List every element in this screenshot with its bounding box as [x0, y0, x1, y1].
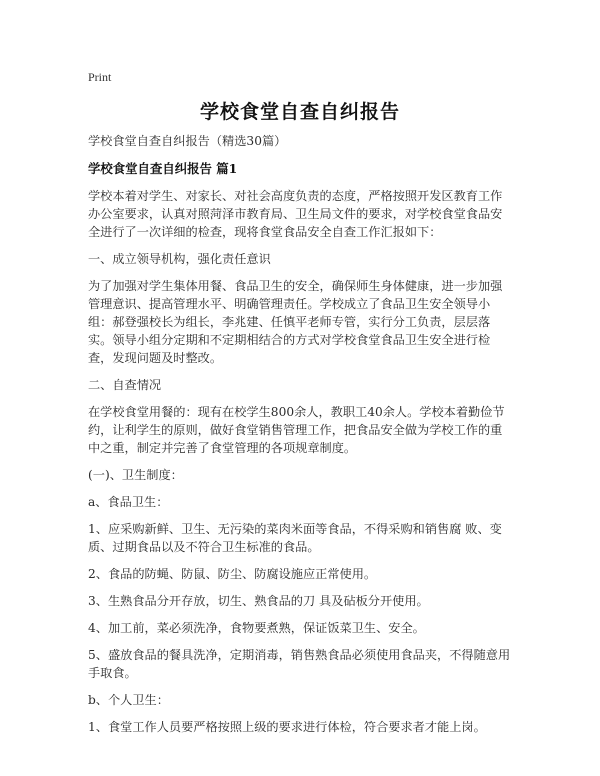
paragraph: 一、成立领导机构，强化责任意识	[88, 252, 271, 266]
print-link[interactable]: Print	[88, 70, 112, 84]
paragraph: (一)、卫生制度：	[88, 468, 183, 482]
paragraph: 1、食堂工作人员要严格按照上级的要求进行体检，符合要求者才能上岗。	[88, 720, 486, 734]
document-body	[88, 132, 512, 745]
paragraph: 学校本着对学生、对家长、对社会高度负责的态度，严格按照开发区教育工作办公室要求，认真对照菏泽市教育局、卫生局文件的要求，对学校食堂食品安全进行了一次详细的检查，现将食堂食品安全自查工作汇报如下：	[88, 189, 503, 239]
paragraph: 二、自查情况	[88, 378, 162, 392]
paragraph: 1、应采购新鲜、卫生、无污染的菜肉米面等食品，不得采购和销售腐 败、变质、过期食品以及不符合卫生标准的食品。	[88, 522, 502, 554]
document-title: 学校食堂自查自纠报告	[199, 101, 400, 123]
paragraph: 4、加工前，菜必须洗净，食物要煮熟，保证饭菜卫生、安全。	[88, 621, 425, 635]
paragraph: 3、生熟食品分开存放，切生、熟食品的刀 具及砧板分开使用。	[88, 594, 429, 608]
paragraph: a、食品卫生：	[88, 495, 169, 509]
paragraph: b、个人卫生：	[88, 693, 169, 707]
paragraph: 在学校食堂用餐的：现有在校学生800余人，教职工40余人。学校本着勤俭节约，让利学生的原则，做好食堂销售管理工作，把食品安全做为学校工作的重中之重，制定并完善了食堂管理的各项规章制度。	[88, 405, 505, 455]
paragraph: 2、食品的防蝇、防鼠、防尘、防腐设施应正常使用。	[88, 567, 377, 581]
paragraph: 为了加强对学生集体用餐、食品卫生的安全，确保师生身体健康，进一步加强管理意识、提高管理水平、明确管理责任。学校成立了食品卫生安全领导小组：郝登强校长为组长，李兆建、任慎平老师专管，实行分工负责，层层落实。领导小组分定期和不定期相结合的方式对学校食堂食品卫生安全进行检查，发现问题及时整改。	[88, 279, 503, 365]
paragraph: 5、盛放食品的餐具洗净，定期消毒，销售熟食品必须使用食品夹，不得随意用手取食。	[88, 648, 511, 680]
section-heading: 学校食堂自查自纠报告 篇1	[88, 161, 238, 176]
document-subtitle: 学校食堂自查自纠报告（精选30篇）	[88, 134, 287, 148]
